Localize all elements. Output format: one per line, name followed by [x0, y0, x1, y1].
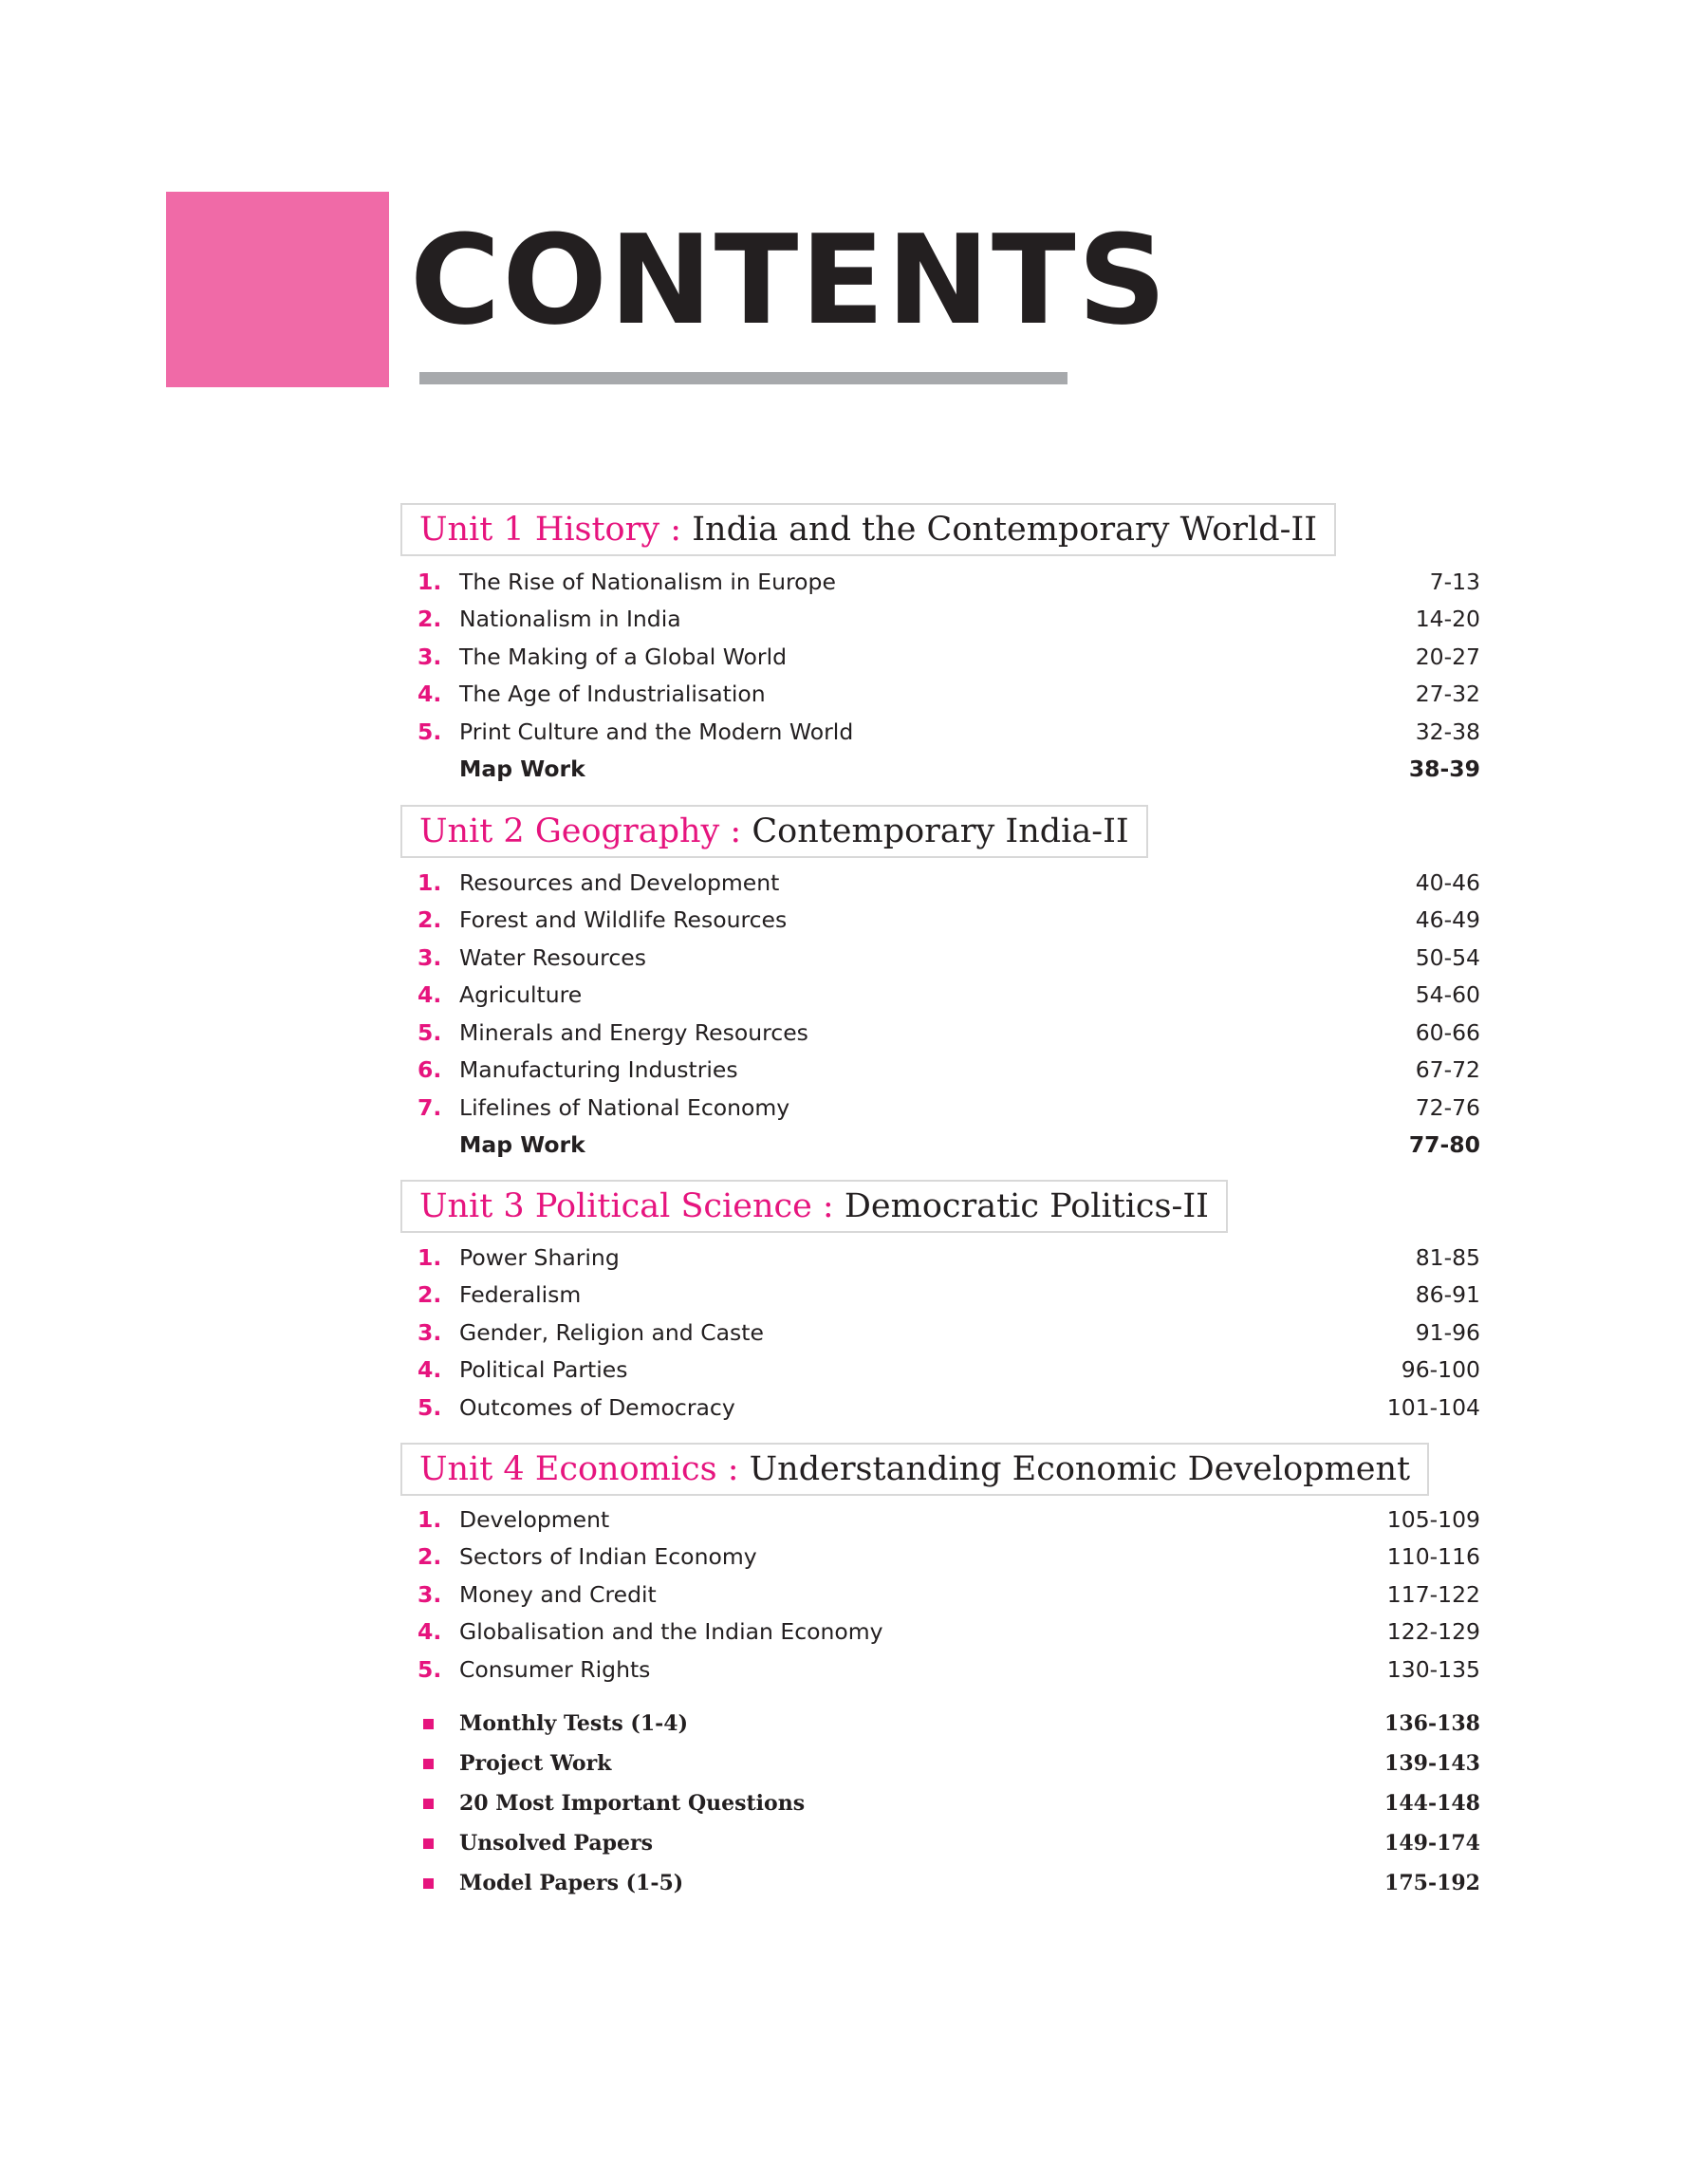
- page-title: CONTENTS: [410, 208, 1169, 352]
- item-number: 2.: [418, 606, 442, 633]
- item-label: Manufacturing Industries: [459, 1056, 738, 1084]
- unit-3-heading: [400, 1180, 1228, 1233]
- unit-2-title: Contemporary India-II: [752, 812, 1129, 850]
- square-bullet-icon: [423, 1838, 434, 1849]
- item-label: Consumer Rights: [459, 1655, 651, 1683]
- item-pages: 50-54: [1415, 943, 1480, 971]
- item-label: Power Sharing: [459, 1243, 620, 1271]
- item-label: Money and Credit: [459, 1580, 657, 1608]
- toc-item: [418, 601, 1480, 639]
- toc-item: [418, 1089, 1480, 1127]
- item-pages: 54-60: [1415, 981, 1480, 1009]
- item-label: Nationalism in India: [459, 606, 681, 633]
- item-label: Outcomes of Democracy: [459, 1393, 735, 1421]
- unit-1-heading: [400, 503, 1336, 556]
- unit-1-list: [418, 563, 1480, 788]
- unit-2-label: Unit 2 Geography :: [419, 812, 742, 850]
- toc-item: [418, 563, 1480, 601]
- item-number: 3.: [418, 1580, 442, 1608]
- toc-item: [418, 1651, 1480, 1689]
- extra-item: [418, 1783, 1480, 1823]
- toc-item: [418, 1389, 1480, 1427]
- item-number: 5.: [418, 718, 442, 745]
- toc-item: [418, 713, 1480, 751]
- item-number: 4.: [418, 681, 442, 708]
- item-label: Development: [459, 1505, 610, 1533]
- toc-item: [418, 977, 1480, 1015]
- item-number: 7.: [418, 1093, 442, 1121]
- item-pages: 77-80: [1408, 1131, 1480, 1159]
- item-pages: 14-20: [1415, 606, 1480, 633]
- item-number: 2.: [418, 906, 442, 934]
- unit-2-heading: [400, 805, 1148, 858]
- unit-1-title: India and the Contemporary World-II: [692, 511, 1318, 549]
- toc-item: [418, 1239, 1480, 1277]
- toc-item: [418, 1539, 1480, 1577]
- toc-item: [418, 1052, 1480, 1090]
- item-pages: 96-100: [1401, 1356, 1480, 1384]
- item-number: 6.: [418, 1056, 442, 1084]
- item-label: Forest and Wildlife Resources: [459, 906, 788, 934]
- item-pages: 67-72: [1415, 1056, 1480, 1084]
- unit-2-list: [418, 864, 1480, 1164]
- item-label: Water Resources: [459, 943, 646, 971]
- item-number: 5.: [418, 1655, 442, 1683]
- item-pages: 38-39: [1408, 756, 1480, 783]
- unit-3-label: Unit 3 Political Science :: [419, 1187, 834, 1225]
- extra-label: Unsolved Papers: [459, 1831, 653, 1856]
- item-pages: 81-85: [1415, 1243, 1480, 1271]
- unit-4-title: Understanding Economic Development: [749, 1450, 1411, 1488]
- item-label: Agriculture: [459, 981, 583, 1009]
- item-number: 1.: [418, 568, 442, 595]
- toc-item: [418, 864, 1480, 902]
- square-bullet-icon: [423, 1719, 434, 1729]
- extra-item: [418, 1863, 1480, 1903]
- toc-item: [418, 1614, 1480, 1651]
- unit-3-title: Democratic Politics-II: [844, 1187, 1209, 1225]
- item-label: The Rise of Nationalism in Europe: [459, 568, 836, 595]
- toc-item: [418, 1501, 1480, 1539]
- item-number: 5.: [418, 1393, 442, 1421]
- item-number: 4.: [418, 1618, 442, 1646]
- item-label: The Age of Industrialisation: [459, 681, 766, 708]
- item-pages: 117-122: [1386, 1580, 1480, 1608]
- item-label: Globalisation and the Indian Economy: [459, 1618, 883, 1646]
- item-pages: 46-49: [1415, 906, 1480, 934]
- extra-label: Monthly Tests (1-4): [459, 1711, 688, 1736]
- unit-3-list: [418, 1239, 1480, 1427]
- item-number: 3.: [418, 943, 442, 971]
- unit-4-heading: [400, 1443, 1429, 1496]
- toc-item: [418, 1127, 1480, 1165]
- item-pages: 86-91: [1415, 1281, 1480, 1309]
- extra-pages: 139-143: [1384, 1751, 1480, 1776]
- toc-item: [418, 1352, 1480, 1390]
- decorative-pink-block: [166, 192, 389, 387]
- item-pages: 105-109: [1386, 1505, 1480, 1533]
- item-label: Minerals and Energy Resources: [459, 1018, 808, 1046]
- item-pages: 122-129: [1386, 1618, 1480, 1646]
- item-pages: 130-135: [1386, 1655, 1480, 1683]
- extra-label: Model Papers (1-5): [459, 1871, 684, 1895]
- item-number: 4.: [418, 1356, 442, 1384]
- item-pages: 20-27: [1415, 643, 1480, 670]
- item-pages: 72-76: [1415, 1093, 1480, 1121]
- extra-label: 20 Most Important Questions: [459, 1791, 806, 1816]
- unit-4-label: Unit 4 Economics :: [419, 1450, 739, 1488]
- extra-label: Project Work: [459, 1751, 612, 1776]
- toc-item: [418, 638, 1480, 676]
- item-label: Sectors of Indian Economy: [459, 1543, 757, 1571]
- item-label: Federalism: [459, 1281, 582, 1309]
- toc-item: [418, 1277, 1480, 1315]
- extra-item: [418, 1744, 1480, 1783]
- item-pages: 91-96: [1415, 1318, 1480, 1346]
- extra-item: [418, 1704, 1480, 1744]
- extra-item: [418, 1823, 1480, 1863]
- item-label: Political Parties: [459, 1356, 628, 1384]
- title-underline: [419, 372, 1068, 384]
- item-number: 1.: [418, 1505, 442, 1533]
- item-label: Lifelines of National Economy: [459, 1093, 790, 1121]
- item-number: 1.: [418, 868, 442, 896]
- toc-item: [418, 676, 1480, 714]
- unit-1-label: Unit 1 History :: [419, 511, 682, 549]
- extra-pages: 149-174: [1384, 1831, 1480, 1856]
- square-bullet-icon: [423, 1759, 434, 1769]
- toc-item: [418, 902, 1480, 940]
- item-number: 2.: [418, 1281, 442, 1309]
- square-bullet-icon: [423, 1799, 434, 1809]
- toc-item: [418, 1576, 1480, 1614]
- extra-pages: 175-192: [1384, 1871, 1480, 1895]
- toc-item: [418, 1314, 1480, 1352]
- item-pages: 60-66: [1415, 1018, 1480, 1046]
- item-label: Resources and Development: [459, 868, 780, 896]
- toc-item: [418, 751, 1480, 789]
- unit-4-list: [418, 1501, 1480, 1689]
- extras-list: [418, 1704, 1480, 1903]
- item-label: Map Work: [459, 1131, 585, 1159]
- item-label: The Making of a Global World: [459, 643, 788, 670]
- item-number: 5.: [418, 1018, 442, 1046]
- toc-item: [418, 939, 1480, 977]
- item-number: 3.: [418, 1318, 442, 1346]
- item-pages: 32-38: [1415, 718, 1480, 745]
- extra-pages: 144-148: [1384, 1791, 1480, 1816]
- item-number: 1.: [418, 1243, 442, 1271]
- item-pages: 7-13: [1429, 568, 1480, 595]
- item-pages: 110-116: [1386, 1543, 1480, 1571]
- item-pages: 27-32: [1415, 681, 1480, 708]
- square-bullet-icon: [423, 1878, 434, 1889]
- item-label: Map Work: [459, 756, 585, 783]
- item-pages: 40-46: [1415, 868, 1480, 896]
- item-label: Print Culture and the Modern World: [459, 718, 854, 745]
- item-number: 3.: [418, 643, 442, 670]
- item-label: Gender, Religion and Caste: [459, 1318, 764, 1346]
- extra-pages: 136-138: [1384, 1711, 1480, 1736]
- item-number: 2.: [418, 1543, 442, 1571]
- item-number: 4.: [418, 981, 442, 1009]
- toc-item: [418, 1014, 1480, 1052]
- item-pages: 101-104: [1386, 1393, 1480, 1421]
